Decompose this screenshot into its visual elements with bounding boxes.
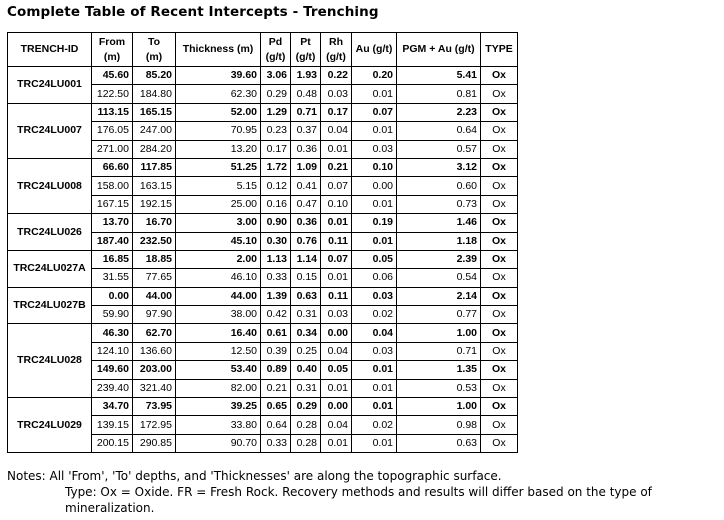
table-row [8,214,518,232]
cell-rh: 0.03 [321,85,352,103]
cell-type: Ox [481,342,518,360]
cell-type: Ox [481,269,518,287]
cell-au: 0.00 [352,177,397,195]
cell-thickness: 38.00 [176,306,261,324]
cell-from: 239.40 [92,379,133,397]
cell-thickness: 51.25 [176,158,261,176]
cell-type: Ox [481,306,518,324]
cell-type: Ox [481,379,518,397]
cell-type: Ox [481,416,518,434]
cell-from: 200.15 [92,434,133,452]
cell-thickness: 33.80 [176,416,261,434]
cell-thickness: 39.25 [176,398,261,416]
cell-thickness: 25.00 [176,195,261,213]
cell-au: 0.02 [352,306,397,324]
cell-au: 0.03 [352,342,397,360]
cell-pgm: 0.77 [397,306,481,324]
cell-au: 0.02 [352,416,397,434]
trench-id-cell: TRC24LU026 [8,214,92,251]
cell-from: 122.50 [92,85,133,103]
cell-pd: 0.29 [261,85,291,103]
cell-pd: 1.13 [261,250,291,268]
cell-to: 18.85 [133,250,176,268]
table-row [8,103,518,121]
cell-au: 0.04 [352,324,397,342]
cell-au: 0.01 [352,122,397,140]
cell-thickness: 82.00 [176,379,261,397]
cell-rh: 0.04 [321,416,352,434]
cell-from: 176.05 [92,122,133,140]
cell-type: Ox [481,85,518,103]
cell-thickness: 70.95 [176,122,261,140]
cell-pt: 0.47 [291,195,321,213]
cell-pt: 0.28 [291,416,321,434]
cell-pgm: 0.60 [397,177,481,195]
cell-pt: 0.71 [291,103,321,121]
cell-rh: 0.11 [321,232,352,250]
table-header-row [8,33,518,67]
cell-pgm: 1.00 [397,324,481,342]
cell-pd: 3.06 [261,67,291,85]
cell-pd: 0.89 [261,361,291,379]
cell-from: 271.00 [92,140,133,158]
cell-thickness: 39.60 [176,67,261,85]
cell-to: 192.15 [133,195,176,213]
cell-type: Ox [481,67,518,85]
cell-to: 16.70 [133,214,176,232]
cell-to: 232.50 [133,232,176,250]
trench-id-cell: TRC24LU028 [8,324,92,398]
header-thickness: Thickness (m) [176,33,261,67]
cell-from: 13.70 [92,214,133,232]
header-au: Au (g/t) [352,33,397,67]
cell-pt: 0.36 [291,140,321,158]
cell-rh: 0.17 [321,103,352,121]
trench-id-cell: TRC24LU008 [8,158,92,213]
cell-to: 203.00 [133,361,176,379]
cell-pgm: 2.14 [397,287,481,305]
table-row [8,398,518,416]
table-row [8,324,518,342]
table-row [8,158,518,176]
cell-pt: 0.36 [291,214,321,232]
cell-pgm: 0.81 [397,85,481,103]
cell-thickness: 46.10 [176,269,261,287]
cell-pgm: 0.53 [397,379,481,397]
cell-pt: 1.09 [291,158,321,176]
cell-from: 187.40 [92,232,133,250]
trench-id-cell: TRC24LU027A [8,250,92,287]
cell-from: 113.15 [92,103,133,121]
cell-rh: 0.01 [321,214,352,232]
cell-pgm: 3.12 [397,158,481,176]
cell-pt: 0.29 [291,398,321,416]
cell-rh: 0.03 [321,306,352,324]
cell-type: Ox [481,398,518,416]
table-row [8,67,518,85]
cell-rh: 0.00 [321,398,352,416]
cell-pgm: 0.63 [397,434,481,452]
cell-thickness: 53.40 [176,361,261,379]
cell-pt: 0.34 [291,324,321,342]
cell-to: 117.85 [133,158,176,176]
notes-line-2: Type: Ox = Oxide. FR = Fresh Rock. Recovery methods and results will differ based on the type of mineralization. [65,485,652,515]
cell-thickness: 3.00 [176,214,261,232]
cell-pd: 0.90 [261,214,291,232]
cell-au: 0.10 [352,158,397,176]
cell-pt: 0.15 [291,269,321,287]
cell-pt: 0.41 [291,177,321,195]
cell-to: 97.90 [133,306,176,324]
cell-pd: 0.30 [261,232,291,250]
cell-from: 66.60 [92,158,133,176]
cell-pt: 0.63 [291,287,321,305]
cell-pgm: 1.46 [397,214,481,232]
cell-to: 247.00 [133,122,176,140]
cell-from: 167.15 [92,195,133,213]
cell-au: 0.07 [352,103,397,121]
cell-pd: 0.23 [261,122,291,140]
cell-pd: 0.65 [261,398,291,416]
cell-rh: 0.01 [321,434,352,452]
cell-from: 139.15 [92,416,133,434]
cell-pd: 0.39 [261,342,291,360]
cell-pgm: 1.18 [397,232,481,250]
cell-rh: 0.04 [321,122,352,140]
cell-pd: 0.61 [261,324,291,342]
cell-thickness: 2.00 [176,250,261,268]
cell-rh: 0.01 [321,379,352,397]
cell-type: Ox [481,434,518,452]
cell-pt: 1.93 [291,67,321,85]
cell-type: Ox [481,250,518,268]
cell-rh: 0.22 [321,67,352,85]
cell-to: 73.95 [133,398,176,416]
cell-au: 0.01 [352,85,397,103]
cell-to: 165.15 [133,103,176,121]
cell-pd: 0.33 [261,269,291,287]
cell-pgm: 0.57 [397,140,481,158]
cell-pgm: 0.64 [397,122,481,140]
cell-to: 172.95 [133,416,176,434]
cell-thickness: 5.15 [176,177,261,195]
cell-pgm: 1.00 [397,398,481,416]
cell-to: 321.40 [133,379,176,397]
notes [7,468,719,516]
cell-type: Ox [481,287,518,305]
cell-pt: 0.31 [291,379,321,397]
cell-thickness: 12.50 [176,342,261,360]
header-rh: Rh (g/t) [321,33,352,67]
cell-rh: 0.01 [321,140,352,158]
cell-thickness: 44.00 [176,287,261,305]
cell-au: 0.03 [352,140,397,158]
cell-to: 77.65 [133,269,176,287]
table-row [8,250,518,268]
trench-id-cell: TRC24LU007 [8,103,92,158]
cell-au: 0.01 [352,361,397,379]
cell-type: Ox [481,195,518,213]
intercepts-table [7,32,518,453]
cell-rh: 0.21 [321,158,352,176]
cell-type: Ox [481,361,518,379]
cell-from: 45.60 [92,67,133,85]
cell-thickness: 13.20 [176,140,261,158]
cell-to: 85.20 [133,67,176,85]
cell-rh: 0.01 [321,269,352,287]
header-to: To (m) [133,33,176,67]
cell-pt: 0.31 [291,306,321,324]
cell-type: Ox [481,158,518,176]
cell-to: 163.15 [133,177,176,195]
cell-to: 62.70 [133,324,176,342]
cell-rh: 0.00 [321,324,352,342]
cell-pgm: 1.35 [397,361,481,379]
notes-line-1: Notes: All 'From', 'To' depths, and 'Thicknesses' are along the topographic surface. [7,469,502,483]
cell-pgm: 0.54 [397,269,481,287]
cell-thickness: 52.00 [176,103,261,121]
header-pd: Pd (g/t) [261,33,291,67]
cell-pgm: 0.73 [397,195,481,213]
cell-from: 59.90 [92,306,133,324]
cell-to: 184.80 [133,85,176,103]
cell-thickness: 90.70 [176,434,261,452]
cell-rh: 0.04 [321,342,352,360]
cell-pd: 1.29 [261,103,291,121]
cell-pt: 1.14 [291,250,321,268]
header-pgm-au: PGM + Au (g/t) [397,33,481,67]
cell-type: Ox [481,232,518,250]
cell-type: Ox [481,214,518,232]
cell-from: 31.55 [92,269,133,287]
cell-au: 0.06 [352,269,397,287]
cell-to: 284.20 [133,140,176,158]
cell-pd: 0.64 [261,416,291,434]
cell-pgm: 2.23 [397,103,481,121]
cell-from: 149.60 [92,361,133,379]
table-row [8,287,518,305]
cell-pt: 0.28 [291,434,321,452]
cell-type: Ox [481,177,518,195]
cell-pt: 0.25 [291,342,321,360]
cell-type: Ox [481,122,518,140]
cell-pgm: 2.39 [397,250,481,268]
cell-pt: 0.48 [291,85,321,103]
cell-type: Ox [481,140,518,158]
cell-pt: 0.37 [291,122,321,140]
cell-au: 0.20 [352,67,397,85]
cell-pt: 0.76 [291,232,321,250]
cell-from: 16.85 [92,250,133,268]
cell-pd: 0.21 [261,379,291,397]
cell-au: 0.03 [352,287,397,305]
cell-au: 0.01 [352,434,397,452]
cell-au: 0.01 [352,232,397,250]
cell-pd: 0.17 [261,140,291,158]
table-body [8,67,518,453]
header-from: From (m) [92,33,133,67]
cell-pd: 1.39 [261,287,291,305]
cell-from: 0.00 [92,287,133,305]
cell-pd: 0.33 [261,434,291,452]
cell-from: 158.00 [92,177,133,195]
cell-thickness: 45.10 [176,232,261,250]
cell-thickness: 16.40 [176,324,261,342]
cell-rh: 0.10 [321,195,352,213]
header-type: TYPE [481,33,518,67]
trench-id-cell: TRC24LU027B [8,287,92,324]
cell-rh: 0.07 [321,177,352,195]
cell-type: Ox [481,103,518,121]
cell-thickness: 62.30 [176,85,261,103]
cell-pt: 0.40 [291,361,321,379]
cell-pd: 0.12 [261,177,291,195]
header-pt: Pt (g/t) [291,33,321,67]
cell-au: 0.01 [352,398,397,416]
cell-from: 46.30 [92,324,133,342]
trench-id-cell: TRC24LU029 [8,398,92,453]
trench-id-cell: TRC24LU001 [8,67,92,104]
cell-pgm: 5.41 [397,67,481,85]
cell-to: 136.60 [133,342,176,360]
cell-au: 0.01 [352,195,397,213]
cell-pd: 1.72 [261,158,291,176]
cell-au: 0.19 [352,214,397,232]
cell-pgm: 0.71 [397,342,481,360]
header-trench-id: TRENCH-ID [8,33,92,67]
cell-pd: 0.16 [261,195,291,213]
page-title: Complete Table of Recent Intercepts - Trenching [7,4,379,20]
cell-from: 34.70 [92,398,133,416]
cell-au: 0.05 [352,250,397,268]
cell-rh: 0.07 [321,250,352,268]
cell-pd: 0.42 [261,306,291,324]
cell-to: 44.00 [133,287,176,305]
cell-to: 290.85 [133,434,176,452]
cell-rh: 0.05 [321,361,352,379]
cell-from: 124.10 [92,342,133,360]
cell-pgm: 0.98 [397,416,481,434]
cell-au: 0.01 [352,379,397,397]
cell-rh: 0.11 [321,287,352,305]
cell-type: Ox [481,324,518,342]
